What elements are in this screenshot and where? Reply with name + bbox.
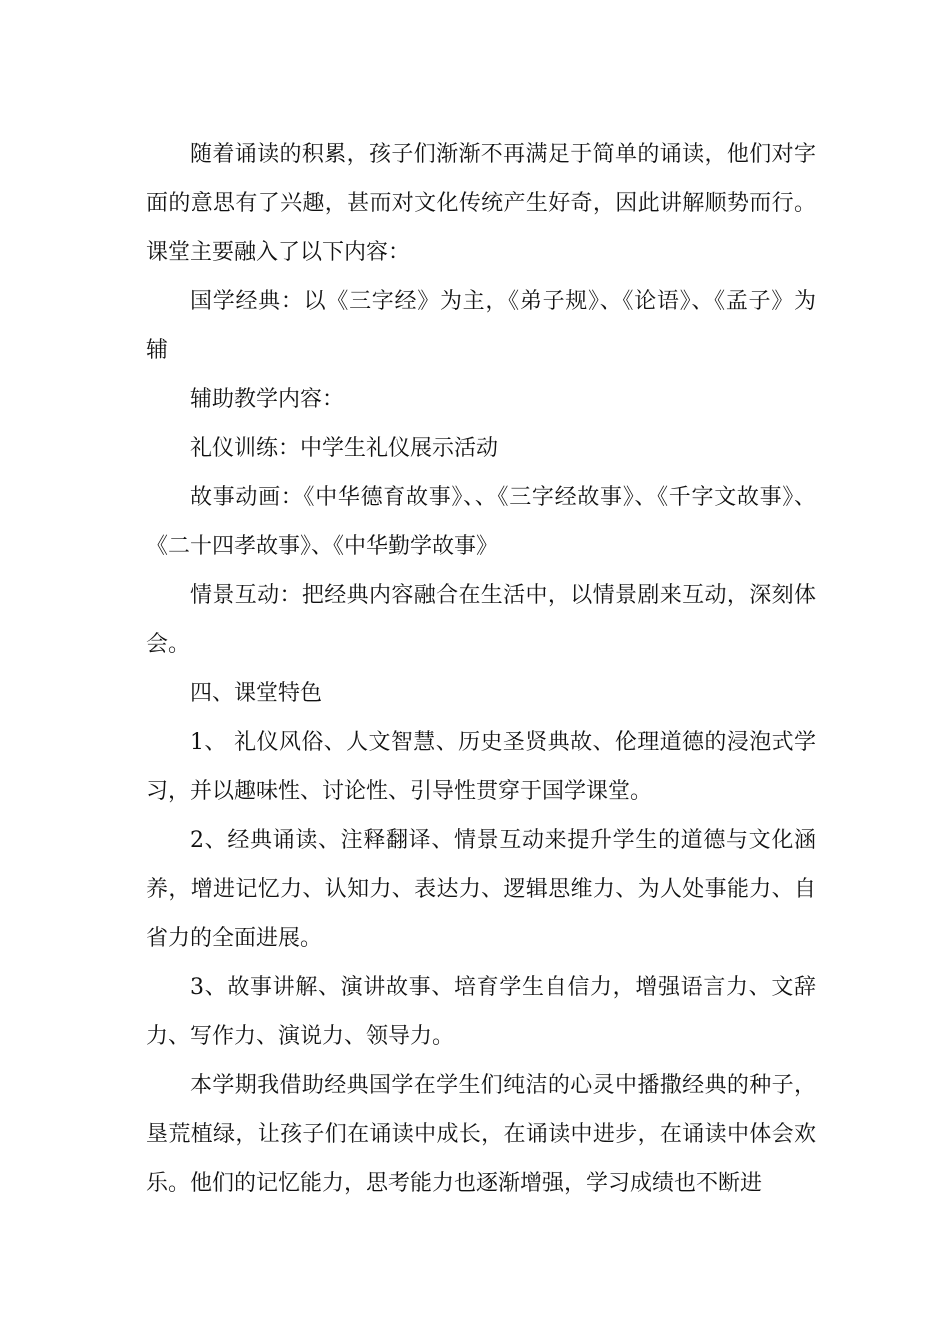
- document-page: [146, 130, 816, 1208]
- list-item-feature-1: 1、 礼仪风俗、人文智慧、历史圣贤典故、伦理道德的浸泡式学习，并以趣味性、讨论性、引导性贯穿于国学课堂。: [146, 730, 816, 804]
- paragraph-auxiliary-content: 辅助教学内容：: [190, 387, 345, 412]
- list-item-feature-2: 2、经典诵读、注释翻译、情景互动来提升学生的道德与文化涵养，增进记忆力、认知力、表达力、逻辑思维力、为人处事能力、自省力的全面进展。: [146, 828, 816, 951]
- section-heading-class-features: 四、课堂特色: [190, 681, 323, 706]
- paragraph-reading-accumulation: 随着诵读的积累，孩子们渐渐不再满足于简单的诵读，他们对字面的意思有了兴趣，甚而对文化传统产生好奇，因此讲解顺势而行。课堂主要融入了以下内容：: [146, 142, 816, 265]
- paragraph-etiquette-training: 礼仪训练：中学生礼仪展示活动: [190, 436, 499, 461]
- paragraph-story-animation: 故事动画：《中华德育故事》、、《三字经故事》、《千字文故事》、《二十四孝故事》、《中华勤学故事》: [146, 485, 816, 559]
- paragraph-classics: 国学经典：以《三字经》为主，《弟子规》、《论语》、《孟子》为辅: [146, 289, 816, 363]
- list-item-feature-3: 3、故事讲解、演讲故事、培育学生自信力，增强语言力、文辞力、写作力、演说力、领导力。: [146, 975, 816, 1049]
- paragraph-scenario-interaction: 情景互动：把经典内容融合在生活中，以情景剧来互动，深刻体会。: [146, 583, 816, 657]
- paragraph-semester-summary: 本学期我借助经典国学在学生们纯洁的心灵中播撒经典的种子，垦荒植绿，让孩子们在诵读中成长，在诵读中进步，在诵读中体会欢乐。他们的记忆能力，思考能力也逐渐增强，学习成绩也不断进: [146, 1073, 816, 1196]
